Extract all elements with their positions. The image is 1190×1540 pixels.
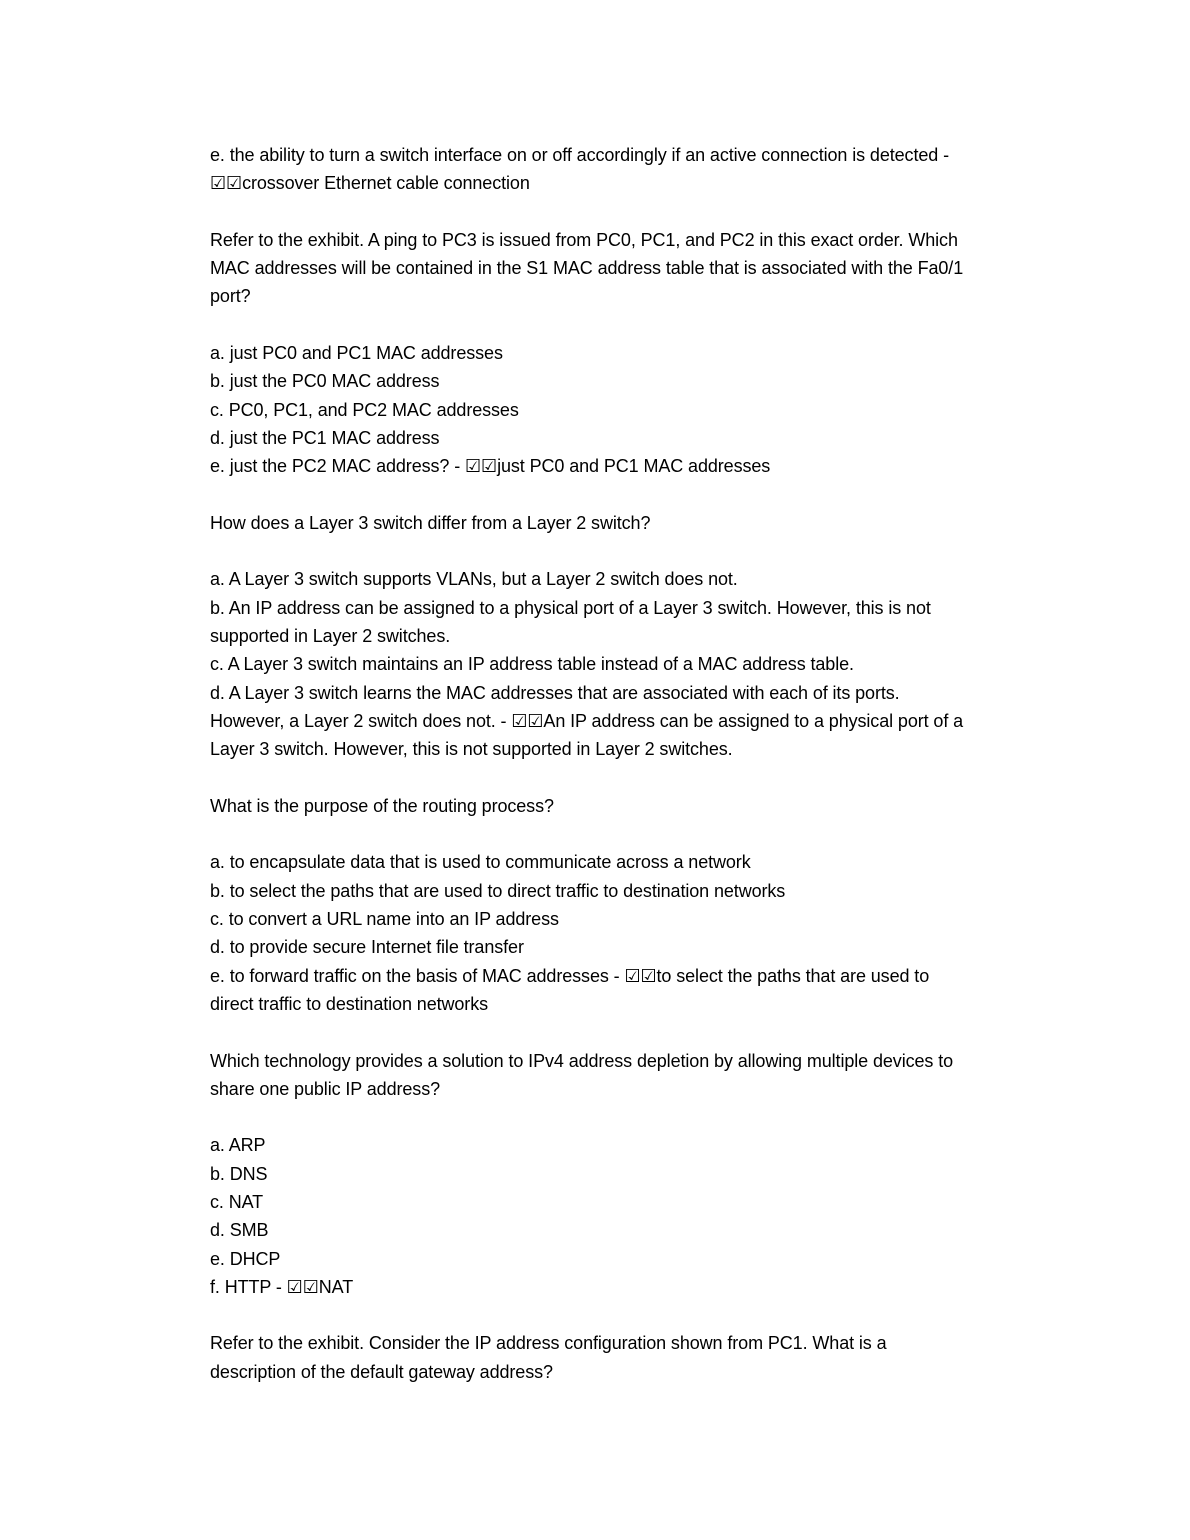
paragraph-options (210, 848, 1044, 1018)
text-line: d. to provide secure Internet file transfer (210, 937, 524, 958)
text-line: ☑☑crossover Ethernet cable connection (210, 173, 530, 194)
paragraph-question (210, 226, 1044, 311)
text-line: e. to forward traffic on the basis of MAC addresses - ☑☑to select the paths that are used to (210, 965, 930, 986)
text-line: However, a Layer 2 switch does not. - ☑☑An IP address can be assigned to a physical port of a (210, 710, 964, 731)
paragraph-answer-continuation (210, 141, 1044, 198)
paragraph-options (210, 1131, 1044, 1301)
text-line: d. just the PC1 MAC address (210, 427, 440, 448)
text-line: e. the ability to turn a switch interface on or off accordingly if an active connection is detected - (210, 145, 949, 165)
text-line: f. HTTP - ☑☑NAT (210, 1276, 354, 1297)
text-line: Refer to the exhibit. A ping to PC3 is issued from PC0, PC1, and PC2 in this exact order. Which (210, 229, 958, 250)
text-line: port? (210, 286, 251, 307)
document-content (210, 141, 1044, 1414)
text-line: c. PC0, PC1, and PC2 MAC addresses (210, 399, 519, 420)
text-line: b. to select the paths that are used to direct traffic to destination networks (210, 880, 786, 901)
text-line: a. just PC0 and PC1 MAC addresses (210, 343, 503, 364)
paragraph-options (210, 565, 1044, 763)
text-line: c. to convert a URL name into an IP address (210, 909, 559, 930)
text-line: description of the default gateway address? (210, 1361, 553, 1382)
text-line: b. DNS (210, 1163, 268, 1184)
text-line: e. just the PC2 MAC address? - ☑☑just PC0 and PC1 MAC addresses (210, 456, 771, 477)
text-line: b. An IP address can be assigned to a physical port of a Layer 3 switch. However, this is not (210, 597, 931, 618)
text-line: a. A Layer 3 switch supports VLANs, but a Layer 2 switch does not. (210, 569, 738, 590)
text-line: share one public IP address? (210, 1078, 441, 1099)
text-line: a. ARP (210, 1135, 266, 1156)
paragraph-question (210, 792, 1044, 820)
text-line: supported in Layer 2 switches. (210, 626, 451, 647)
text-line: How does a Layer 3 switch differ from a Layer 2 switch? (210, 512, 651, 533)
text-line: Which technology provides a solution to IPv4 address depletion by allowing multiple devices to (210, 1050, 954, 1071)
text-line: MAC addresses will be contained in the S1 MAC address table that is associated with the Fa0/1 (210, 258, 964, 279)
paragraph-question (210, 1047, 1044, 1104)
text-line: What is the purpose of the routing process? (210, 795, 554, 816)
text-line: c. NAT (210, 1191, 264, 1212)
paragraph-question (210, 1329, 1044, 1386)
paragraph-question (210, 509, 1044, 537)
text-line: a. to encapsulate data that is used to communicate across a network (210, 852, 751, 873)
paragraph-options (210, 339, 1044, 480)
text-line: b. just the PC0 MAC address (210, 371, 440, 392)
text-line: Refer to the exhibit. Consider the IP address configuration shown from PC1. What is a (210, 1333, 887, 1354)
text-line: d. SMB (210, 1220, 269, 1241)
text-line: Layer 3 switch. However, this is not supported in Layer 2 switches. (210, 739, 733, 760)
text-line: d. A Layer 3 switch learns the MAC addresses that are associated with each of its ports. (210, 682, 900, 703)
text-line: e. DHCP (210, 1248, 281, 1269)
text-line: direct traffic to destination networks (210, 993, 489, 1014)
text-line: c. A Layer 3 switch maintains an IP address table instead of a MAC address table. (210, 654, 854, 675)
